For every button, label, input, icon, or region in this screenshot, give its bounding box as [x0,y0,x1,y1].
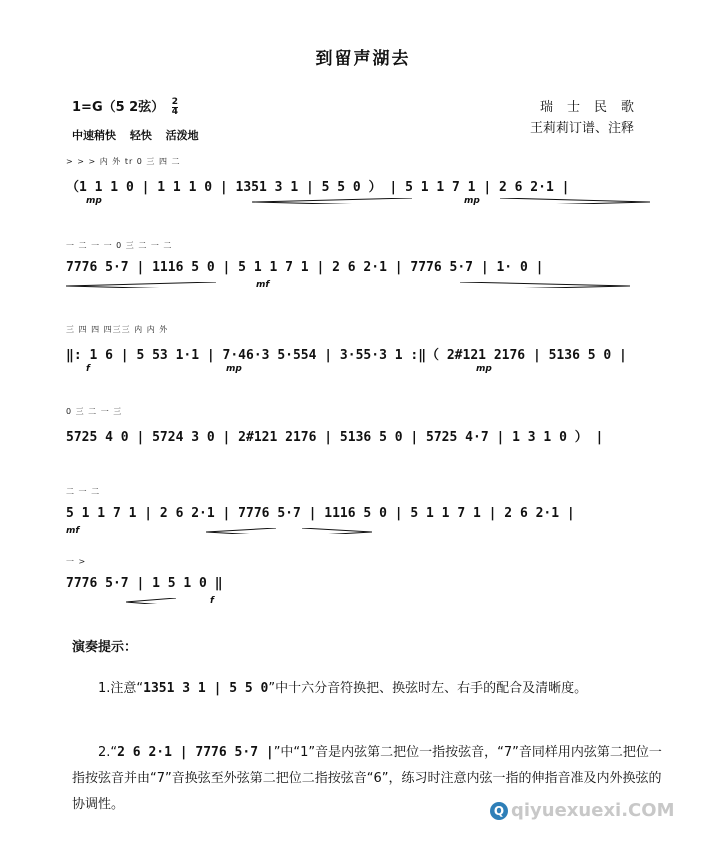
song-editor: 王莉莉订谱、注释 [530,121,635,136]
time-signature [172,98,178,117]
hint1-prefix: 1.注意“ [98,681,144,696]
crescendo-hairpin [206,528,276,534]
notation-line: 7776 5·7 | 1 5 1 0 ‖ [66,576,223,591]
notation-line: 5 1 1 7 1 | 2 6 2·1 | 7776 5·7 | 1116 5 0 | 5 1 1 7 1 | 2 6 2·1 | [66,506,575,521]
notation-line: 7776 5·7 | 1116 5 0 | 5 1 1 7 1 | 2 6 2·1 | 7776 5·7 | 1· 0 | [66,260,544,275]
score-row-6 [66,557,660,608]
score-row-2 [66,241,660,292]
dynamic-mark: f [210,596,214,606]
key-signature-text: 1=G（5 2弦） [72,100,165,115]
fingering-marks: > > > 内 外 tr 0 三 四 二 [66,157,181,166]
fingering-marks: 一 > [66,557,87,566]
tempo-marking: 中速稍快 轻快 活泼地 [72,129,199,142]
watermark-logo-icon: Q [490,802,508,820]
fingering-marks: 一 二 一 一 0 三 二 一 二 [66,241,173,250]
score-row-1 [66,157,660,208]
dynamic-mark: f [86,364,90,374]
crescendo-hairpin [66,282,216,288]
time-sig-top: 2 [171,97,179,107]
hint1-suffix: ”中十六分音符换把、换弦时左、右手的配合及清晰度。 [268,681,588,696]
crescendo-hairpin [126,598,176,604]
score-row-4 [66,407,660,458]
hint-paragraph-1 [72,676,662,702]
key-signature [72,96,178,117]
fingering-marks: 二 一 二 [66,487,101,496]
hint2-prefix: 2.“ [98,745,118,760]
decrescendo-hairpin [460,282,630,288]
decrescendo-hairpin [500,198,650,204]
decrescendo-hairpin [302,528,372,534]
watermark-text: qiyuexuexi.COM [511,800,675,821]
hint2-notation: 2 6 2·1 | 7776 5·7 | [117,745,274,760]
dynamic-mark: mf [66,526,80,536]
dynamic-mark: mp [476,364,492,374]
crescendo-hairpin [252,198,412,204]
score-row-5 [66,487,660,538]
song-origin: 瑞士民歌 [540,100,649,115]
score-row-3 [66,325,660,376]
hint2-suffix: ”中“1”音是内弦第二把位一指按弦音，“7”音同样用内弦第二把位一指按弦音并由“7”音换弦至外弦第二把位二指按弦音“6”，练习时注意内弦一指的伸指音准及内外换弦的协调性。 [72,745,662,812]
hint1-notation: 1351 3 1 | 5 5 0 [143,681,269,696]
notation-line: ‖: 1 6 | 5 53 1·1 | 7·46·3 5·554 | 3·55·3 1 :‖（ 2#121 2176 | 5136 5 0 | [66,348,627,363]
fingering-marks: 0 三 二 一 三 [66,407,123,416]
time-sig-bottom: 4 [171,107,179,117]
dynamic-mark: mp [464,196,480,206]
dynamic-mark: mp [226,364,242,374]
site-watermark [490,800,675,821]
page-title: 到留声湖去 [315,49,411,69]
dynamic-mark: mp [86,196,102,206]
hints-heading: 演奏提示： [72,640,138,655]
notation-line: （1 1 1 0 | 1 1 1 0 | 1351 3 1 | 5 5 0 ） | 5 1 1 7 1 | 2 6 2·1 | [66,180,570,195]
dynamic-mark: mf [256,280,270,290]
notation-line: 5725 4 0 | 5724 3 0 | 2#121 2176 | 5136 5 0 | 5725 4·7 | 1 3 1 0 ） | [66,430,604,445]
fingering-marks: 三 四 四 四三三 内 内 外 [66,325,169,334]
